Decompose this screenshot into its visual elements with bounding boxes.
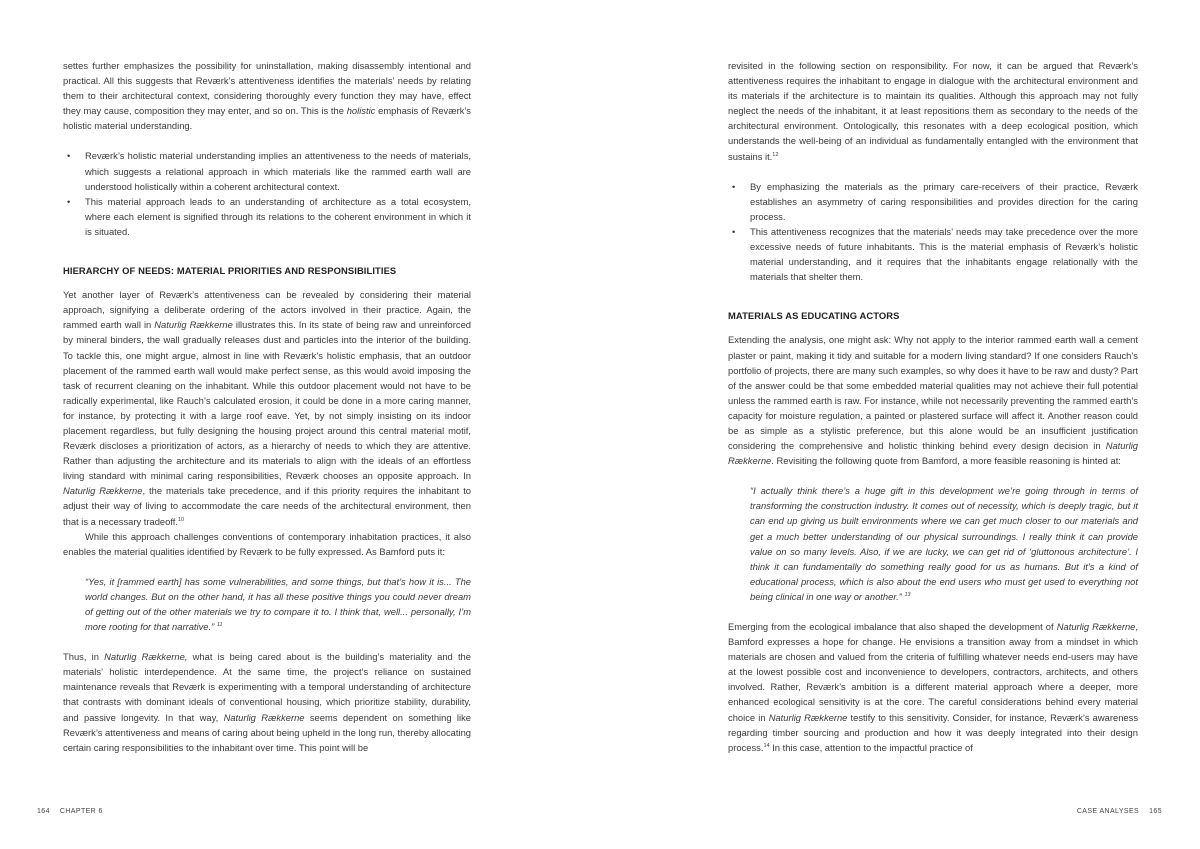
- paragraph: Extending the analysis, one might ask: Why not apply to the interior rammed earth wall a cement plaster or paint, making it tidy and suitable for a modern living standard? If one considers Rauch’s portfolio of projects, there are many such examples, so why does it have to be raw and dusty? Part of the answer could be that some embedded material qualities may not achieve their full potential unless the rammed earth is raw. For instance, while not necessarily preventing the rammed earth’s capacity for moisture regulation, a painted or plastered surface will affect it. Another reason could be as simple as a stylistic preference, but this alone would be an insufficient justification considering the comprehensive and holistic thinking behind every design decision in Naturlig Rækkerne. Revisiting the following quote from Bamford, a more feasible reasoning is hinted at:: [728, 334, 1138, 467]
- chapter-label: CASE ANALYSES: [1076, 808, 1140, 815]
- paragraph: Thus, in Naturlig Rækkerne, what is being cared about is the building’s materiality and the materials’ holistic interdependence. At the same time, the project’s reliance on sustained maintenance reveals that Reværk is experimenting with a temporal understanding of architecture that contrasts with dominant ideals of conventional housing, which prioritize stability, durability, and passive longevity. In that way, Naturlig Rækkerne seems dependent on something like Reværk’s attentiveness and means of caring about being upheld in the long run, thereby allocating certain caring responsibilities to the inhabitant over time. This point will be: [63, 651, 472, 753]
- page-number: 165: [1149, 808, 1162, 815]
- left-footer: [37, 808, 113, 815]
- bullet-list: [63, 148, 471, 239]
- paragraph: Emerging from the ecological imbalance that also shaped the development of Naturlig Rækkerne, Bamford expresses a hope for change. He envisions a transition away from a mindset in which materials are chosen and valued from the criteria of fulfilling whatever needs end-users may have at the lowest possible cost and inconvenience to developers, contractors, architects, and others involved. Rather, Reværk’s ambition is a different material approach where a deeper, more enhanced ecological sensitivity is at the core. The careful considerations behind every material choice in Naturlig Rækkerne testify to this sensitivity. Consider, for instance, Reværk’s awareness regarding timber sourcing and production and how it was deeply integrated into their design process.$^{14}$ In this case, attention to the impactful practice of: [728, 621, 1139, 753]
- bullet-item: • Reværk’s holistic material understanding implies an attentiveness to the needs of materials, which suggests a relational approach in which materials like the rammed earth wall are understood holistically within a coherent architectural context.: [67, 150, 471, 192]
- chapter-label: CHAPTER 6: [59, 808, 103, 815]
- bullet-list: [728, 179, 1138, 285]
- right-footer: [1067, 808, 1162, 815]
- block-quote: “I actually think there’s a huge gift in this development we’re going through in terms of transforming the construction industry. It comes out of necessity, which is deeply tragic, but it can end up giving us built environments where we can get much closer to our materials and get a much better understanding of our physical surroundings. I really think it can provide value on so many levels. Also, if we are lucky, we can get rid of ‘gluttonous architecture’. I think it can fundamentally do something really good for us as humans. But it’s a kind of educational process, which is also about the end users who must get used to everything not being clinical in one way or another.” $^{13}$: [750, 485, 1138, 602]
- bullet-item: • This attentiveness recognizes that the materials’ needs may take precedence over the more excessive needs of future inhabitants. This is the material emphasis of Reværk’s holistic material understanding, and it requires that the inhabitants engage relationally with the materials that shelter them.: [732, 225, 1138, 283]
- right-page: [600, 0, 1200, 849]
- paragraph: Yet another layer of Reværk’s attentiveness can be revealed by considering their material approach, signifying a deliberate ordering of the actors involved in their practice. Again, the rammed earth wall in Naturlig Rækkerne illustrates this. In its state of being raw and unreinforced by mineral binders, the wall gradually releases dust and particles into the interior of the building. To tackle this, one might argue, almost in line with Reværk’s holistic emphasis, that an outdoor placement of the rammed earth wall would make perfect sense, as this would avoid imposing the task of recurrent cleaning on the inhabitant. While this outdoor placement would not have to be radically experimental, like Rauch’s calculated erosion, it could be done in a more caring manner, for instance, by protecting it with a large roof eave. Yet, by not simply insisting on its indoor placement regardless, but fully designing the housing project around this central material motif, Reværk discloses a prioritization of actors, as a hierarchy of needs to which they are attentive. Rather than adjusting the architecture and its materials to align with the ideals of an effortless living standard with minimal caring responsibilities, Reværk chooses an opposite approach. In Naturlig Rækkerne, the materials take precedence, and if this priority requires the inhabitant to adjust their way of living to accommodate the care needs of the architectural environment, then that is a necessary tradeoff.$^{10}$: [63, 289, 472, 527]
- left-text-column: [63, 58, 471, 755]
- footnote-ref[interactable]: 10: [178, 516, 185, 523]
- right-text-column: [728, 58, 1138, 755]
- section-heading: HIERARCHY OF NEEDS: MATERIAL PRIORITIES AND RESPONSIBILITIES: [63, 265, 397, 277]
- footnote-ref[interactable]: 14: [763, 742, 770, 749]
- block-quote: “Yes, it [rammed earth] has some vulnerabilities, and some things, but that’s how it is... The world changes. But on the other hand, it has all these positive things you could never dream of getting out of the other materials we try to compare it to. I think that, well... personally, I’m more rooting for that narrative.” $^{11}$: [85, 575, 471, 633]
- bullet-item: • This material approach leads to an understanding of architecture as a total ecosystem, where each element is signified through its relations to the coherent environment in which it is situated.: [67, 195, 471, 237]
- paragraph: settes further emphasizes the possibility for uninstallation, making disassembly intentional and practical. All this suggests that Reværk’s attentiveness identifies the materials’ needs by relating them to their architectural context, considering thoroughly every function they may have, effect they may cause, composition they may enter, and so on. This is the holistic emphasis of Reværk’s holistic material understanding.: [63, 60, 471, 132]
- bullet-item: • By emphasizing the materials as the primary care-receivers of their practice, Reværk establishes an asymmetry of caring responsibilities and provides direction for the caring process.: [732, 180, 1138, 222]
- paragraph: While this approach challenges conventions of contemporary inhabitation practices, it also enables the material qualities identified by Reværk to be fully expressed. As Bamford puts it:: [63, 530, 471, 557]
- section-heading: MATERIALS AS EDUCATING ACTORS: [728, 310, 900, 322]
- footnote-ref[interactable]: 11: [216, 621, 223, 628]
- paragraph: revisited in the following section on responsibility. For now, it can be argued that Reværk’s attentiveness requires the inhabitant to engage in dialogue with the architectural environment and its materials if the architecture is to maintain its qualities. Although this approach may not fully neglect the needs of the inhabitant, it at least repositions them as secondary to the needs of the architectural environment. Ontologically, this resonates with a deep ecological position, which understands the well-being of an individual as fundamentally entangled with the environment that sustains it.$^{12}$: [728, 60, 1138, 162]
- footnote-ref[interactable]: 12: [772, 151, 779, 158]
- page-number: 164: [37, 808, 50, 815]
- footnote-ref[interactable]: 13: [904, 591, 911, 598]
